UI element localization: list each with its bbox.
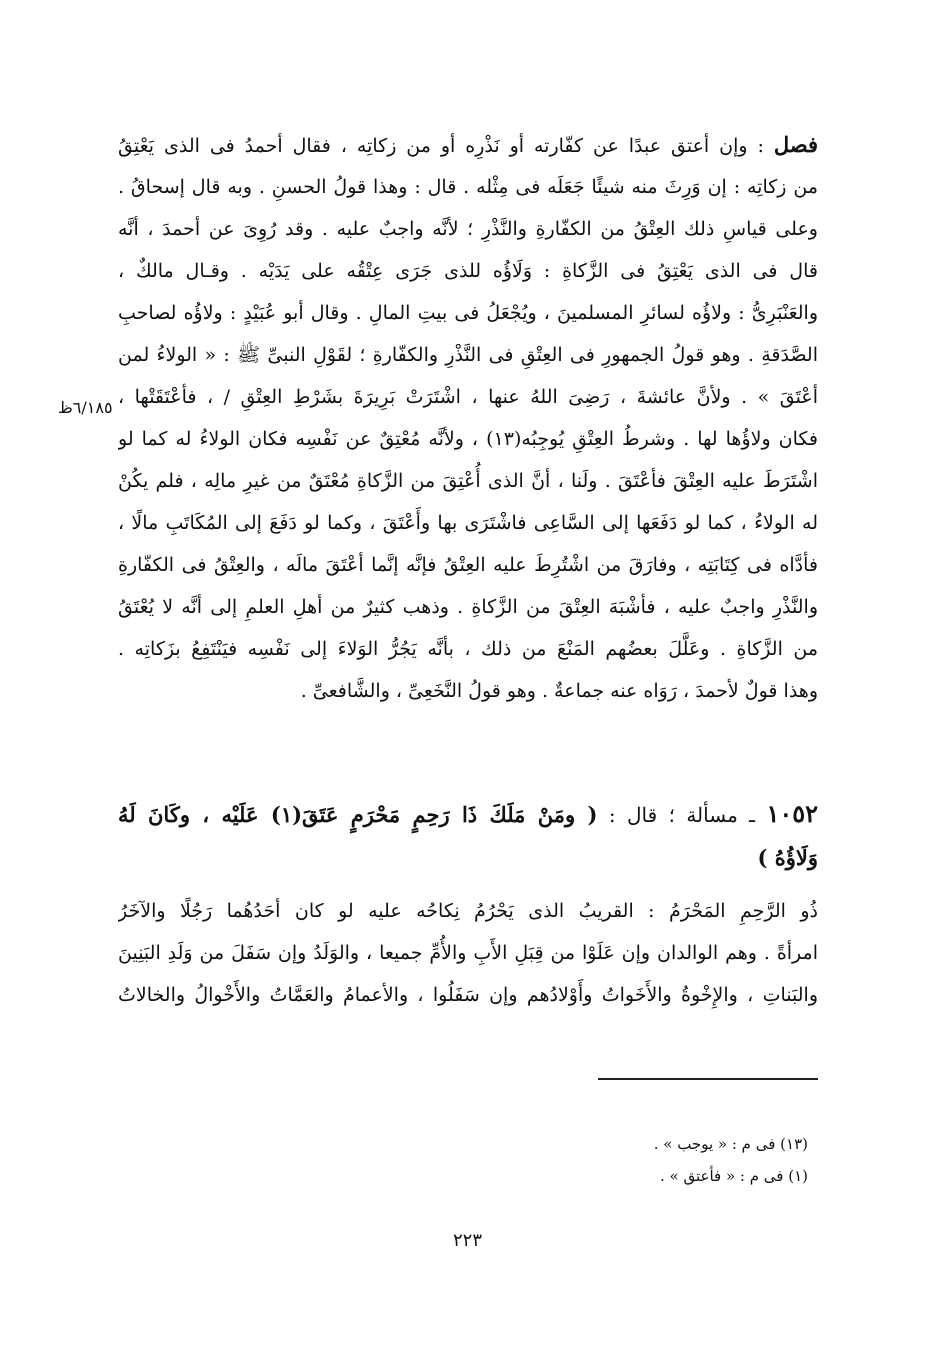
issue-heading	[118, 792, 818, 880]
second-paragraph	[118, 890, 818, 1016]
text-line: الصَّدَقةِ . وهو قولُ الجمهورِ فى العِتْقِ فى النَّذْرِ والكفّارةِ ؛ لقَوْلِ النبىِّ ﷺ : « الولاءُ لمن	[118, 344, 818, 366]
footnote: (١٣) فى م : « يوجب » .	[653, 1135, 808, 1153]
text-line: امرأةً . وهم الوالدان وإن عَلَوْا من قِبَلِ الأَبِ والأُمِّ جميعا ، والوَلَدُ وإن سَفَلَ من وَلَدِ البَنِينَ	[118, 942, 818, 964]
page-number: ٢٢٣	[452, 1230, 482, 1251]
text-line: ذُو الرَّحِمِ المَحْرَمُ : القريبُ الذى يَحْرُمُ نِكاحُه عليه لو كان أحَدُهُما رَجُلًا والآخَرُ	[118, 900, 818, 922]
footnote-separator	[598, 1078, 818, 1080]
issue-heading-line	[118, 836, 818, 880]
footnote: (١) فى م : « فأعتق » .	[659, 1167, 808, 1185]
issue-number: ١٠٥٢	[766, 799, 818, 828]
main-paragraph	[118, 124, 818, 712]
text-line: والبَناتِ ، والإِخْوةُ والأَخَواتُ وأَوْلادُهم وإن سَفَلُوا ، والأعمامُ والعَمَّاتُ والأَخْوالُ والخالاتُ	[118, 984, 818, 1006]
footnotes	[118, 1128, 808, 1192]
text-line: فكان ولاؤُها لها . وشرطُ العِتْقِ يُوجِبُه(١٣) ، ولأنَّه مُعْتِقٌ عن نَفْسِه فكان الولاءُ له كما لو	[118, 428, 818, 450]
text-line	[118, 124, 818, 166]
manuscript-margin-note: ٦/١٨٥ظ	[58, 398, 113, 417]
issue-label: ـ مسألة ؛ قال :	[608, 803, 756, 827]
text-line: والنَّذْرِ واجبٌ عليه ، فأشْبَهَ العِتْقَ من الزَّكاةِ . وذهب كثيرٌ من أهلِ العلمِ إلى أنَّه لا يُعْتَقُ	[118, 596, 818, 618]
text-line-content: : وإن أعتق عبدًا عن كفّارته أو نَذْرِه أو من زكاتِه ، فقال أحمدُ فى الذى يَعْتِقُ	[118, 135, 764, 157]
text-line: له الولاءُ ، كما لو دَفَعَها إلى السَّاعِى فاشْتَرَى بها وأَعْتَقَ ، وكما لو دَفَعَ إلى المُكَاتَبِ مالًا ،	[118, 512, 818, 534]
section-lead: فصل	[773, 132, 818, 157]
text-line: من الزَّكاةِ . وعَلَّلَ بعضُهم المَنْعَ من ذلك ، بأنَّه يَجُرُّ الوَلاءَ إلى نَفْسِه فيَنْتَفِعُ بزَكاتِه .	[118, 638, 818, 660]
text-line: من زكاتِه : إن وَرِثَ منه شيئًا جَعَلَه فى مِثْله . قال : وهذا قولُ الحسنِ . وبه قال إسحاقُ .	[118, 176, 818, 198]
text-line: وعلى قياسِ ذلك العِتْقُ من الكفّارةِ والنَّذْرِ ؛ لأنَّه واجبٌ عليه . وقد رُوِىَ عن أحمدَ ، أنَّه	[118, 218, 818, 240]
text-line: فأدَّاه فى كِتَابَتِه ، وفارَقَ من اشْتُرِطَ عليه العِتْقُ فإنَّه إنَّما أعْتَقَ مالَه ، والعِتْقُ فى الكفّارةِ	[118, 554, 818, 576]
text-line: أعْتَقَ » . ولأنَّ عائشةَ ، رَضِىَ اللهُ عنها ، اشْتَرَتْ بَرِيرَةَ بشَرْطِ العِتْقِ / ، فأعْتَقَتْها ،	[118, 386, 818, 408]
text-line: قال فى الذى يَعْتِقُ فى الزَّكاةِ : وَلَاؤُه للذى جَرَى عِتْقُه على يَدَيْه . وقـال مالكٌ ،	[118, 260, 818, 282]
text-line: اشْتَرَطَ عليه العِتْقَ فأعْتَقَ . ولَنا ، أنَّ الذى أُعْتِقَ من الزَّكاةِ مُعْتَقٌ من غيرِ مالِه ، فلم يكُنْ	[118, 470, 818, 492]
issue-quote: ( ومَنْ مَلَكَ ذَا رَحِمٍ مَحْرَمٍ عَتَقَ(١) عَلَيْه ، وكَانَ لَهُ	[118, 802, 598, 827]
issue-quote-end: وَلَاؤُهُ )	[757, 845, 818, 870]
text-line: وهذا قولٌ لأحمدَ ، رَوَاه عنه جماعةٌ . وهو قولُ النَّخَعِىِّ ، والشَّافعىِّ .	[300, 680, 818, 702]
text-line: والعَنْبَرِىُّ : ولاؤُه لسائرِ المسلمينَ ، ويُجْعَلُ فى بيتِ المالِ . وقال أبو عُبَيْدٍ : ولاؤُه لصاحبِ	[118, 302, 818, 324]
issue-heading-line	[118, 792, 818, 836]
